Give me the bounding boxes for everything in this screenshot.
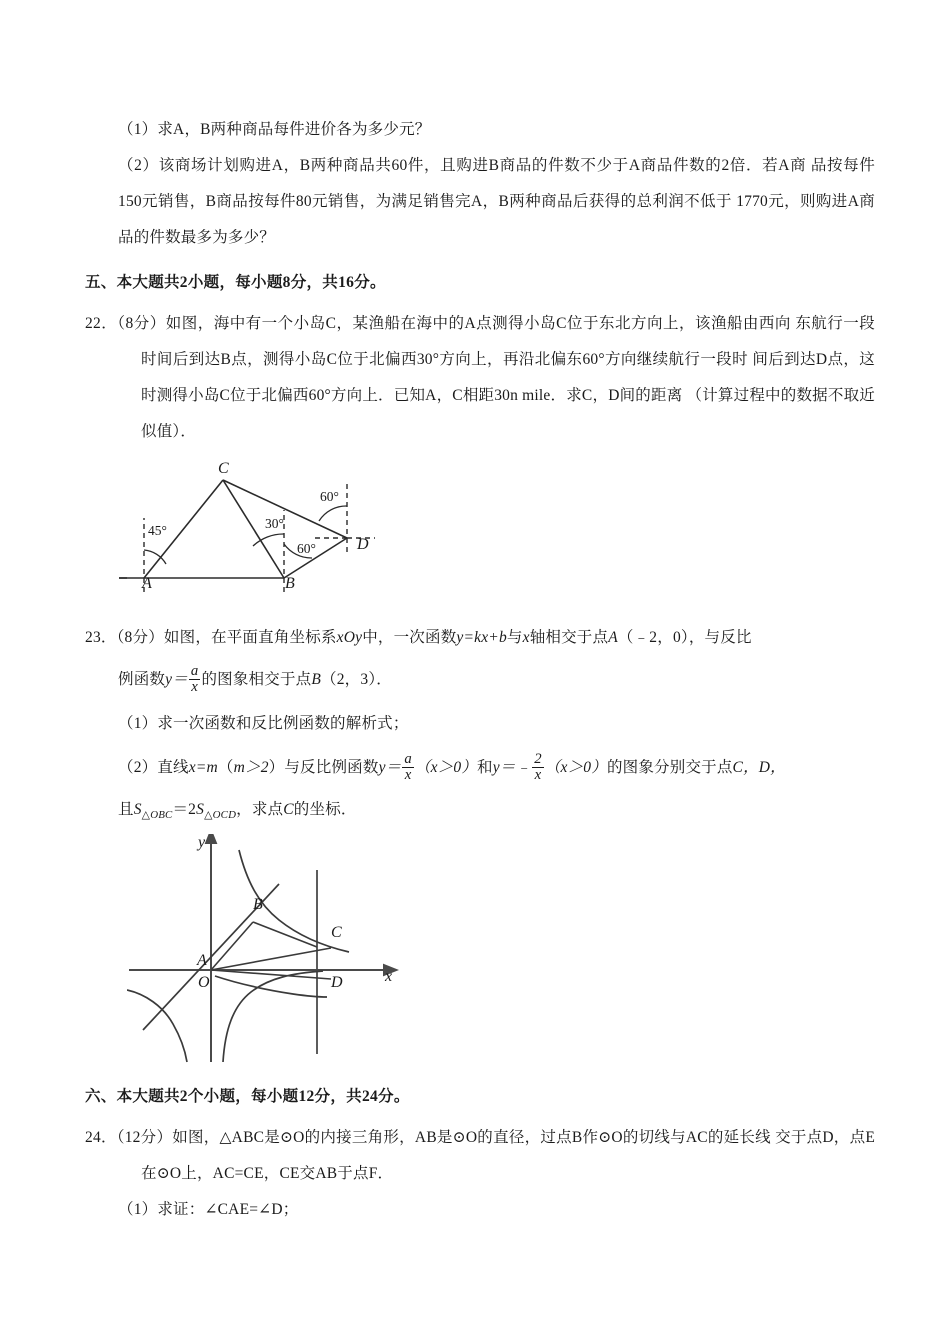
- q24-line1: 如图，△ABC是⊙O的内接三角形，AB是⊙O的直径，过点B作⊙O的切线与AC的延长线: [172, 1129, 771, 1146]
- q23-line1-text-d: 轴相交于点: [529, 629, 609, 646]
- q22-label-C: C: [218, 460, 229, 477]
- q22-angle-60-D: 60°: [320, 489, 339, 504]
- q22-angle-60-B: 60°: [297, 541, 316, 556]
- q21-part2: [85, 148, 875, 256]
- q23-fraction-2-over-x: [532, 752, 544, 783]
- q21-part1: （1）求A，B两种商品每件进价各为多少元？: [118, 121, 431, 138]
- q23-line2-text-a: 例函数: [118, 671, 166, 688]
- section-heading-six: 六、本大题共2个小题，每小题12分，共24分。: [85, 1088, 410, 1105]
- arc-45-at-A: [144, 550, 166, 564]
- q23-part2-text-c: ）与反比例函数: [268, 759, 379, 776]
- q21-part2-line1: （2）该商场计划购进A，B两种商品共60件，且购进B商品的件数不少于A商品件数的2倍．若A商: [118, 157, 807, 174]
- q24-stem: [85, 1120, 875, 1192]
- q23-stem-line2: [85, 658, 875, 702]
- q22-line3: 间后到达D点，这时测得小岛C位于北偏西60°方向上．已知A，C相距30n mile．求C，D间的距离: [141, 351, 875, 404]
- q23-points: （8分）: [116, 629, 164, 646]
- q23-part3-text-c: 的坐标．: [293, 801, 357, 818]
- q22-angle-30-B: 30°: [265, 516, 284, 531]
- section-heading-five: 五、本大题共2小题，每小题8分，共16分。: [85, 274, 386, 291]
- q23-point-C: C: [283, 801, 294, 818]
- curve-hyperbola-q3: [223, 971, 323, 1062]
- q22-number: 22．: [85, 315, 118, 332]
- arc-60-at-D: [319, 506, 347, 521]
- q21-part2-line2: 品按每件150元销售，B商品按每件80元销售，为满足销售完A，B两种商品后获得的总利润不低于: [118, 157, 875, 210]
- q23-frac-numerator: a: [190, 662, 199, 679]
- q23-figure: [85, 834, 875, 1064]
- q23-part2-y2: y＝﹣: [492, 759, 532, 776]
- q23-part3-text-a: 且: [118, 801, 134, 818]
- q23-label-origin: O: [198, 974, 210, 991]
- q23-fraction-a-over-x-2: [402, 752, 414, 783]
- q23-part2: [85, 746, 875, 790]
- q23-part1: （1）求一次函数和反比例函数的解析式；: [118, 715, 409, 732]
- q23-line1-text-e: （﹣2，0），与反比: [617, 629, 752, 646]
- q22-label-B: B: [285, 575, 295, 592]
- segment-OC: [211, 948, 331, 970]
- q22-figure: [85, 458, 875, 610]
- q23-fraction-a-over-x: [189, 664, 201, 695]
- q22-line2: 东航行一段时间后到达B点，测得小岛C位于北偏西30°方向上，再沿北偏东60°方向继续航行一段时: [141, 315, 875, 368]
- q23-part2-text-d: 的图象分别交于点: [606, 759, 733, 776]
- q23-part2-text-b: （: [217, 759, 234, 776]
- q21-part2-line3: 1770元，则购进A商品的件数最多为多少？: [118, 193, 875, 246]
- q23-point-A: A: [608, 629, 618, 646]
- page-content: [85, 112, 875, 1228]
- q22-stem: [85, 306, 875, 450]
- q23-label-A: A: [197, 952, 207, 969]
- curve-neg-hyperbola-q4: [215, 976, 327, 997]
- q23-line-xm: x=m: [188, 759, 218, 776]
- q23-line1-text-b: 中，一次函数: [362, 629, 457, 646]
- q23-cond-x-pos-1: （x＞0）: [414, 759, 478, 776]
- q23-figure-svg: [127, 834, 417, 1064]
- q23-stem-line1: [85, 620, 875, 656]
- q23-part2-cont: [85, 792, 875, 828]
- q24-part1: （1）求证：∠CAE=∠D；: [118, 1201, 299, 1218]
- q23-label-C: C: [331, 924, 342, 941]
- q22-points: （8分）: [117, 315, 166, 332]
- q24-number: 24．: [85, 1129, 117, 1146]
- q23-area-S2-sub: △OCD: [204, 809, 237, 822]
- q22-angle-45-A: 45°: [148, 523, 167, 538]
- q23-cond-x-pos-2: （x＞0）: [544, 759, 607, 776]
- curve-neg-hyperbola-q2: [127, 990, 187, 1062]
- q23-frac3-denominator: x: [534, 766, 542, 783]
- q23-area-S1: S: [133, 801, 142, 818]
- q23-label-B: B: [253, 896, 263, 913]
- q23-cond-m: m＞2: [233, 759, 269, 776]
- q23-line1-text-a: 如图，在平面直角坐标系: [163, 629, 337, 646]
- q23-label-D: D: [331, 974, 343, 991]
- q23-part3-text-b: ，求点: [236, 801, 284, 818]
- q23-area-S1-sub: △OBC: [141, 809, 173, 822]
- q23-part2-text-a: （2）直线: [118, 759, 189, 776]
- q23-line2-text-b: 的图象相交于点: [201, 671, 312, 688]
- q23-label-y-axis: y: [198, 834, 206, 851]
- q23-line2-text-c: （2，3）．: [321, 671, 392, 688]
- q22-label-A: A: [142, 575, 152, 592]
- q22-line4: （计算过程中的数据不取近似值）．: [141, 387, 875, 440]
- q23-label-x-axis: x: [385, 968, 393, 985]
- q23-part2-y1: y＝: [378, 759, 402, 776]
- q23-line2-y: y＝: [165, 671, 188, 688]
- q23-xoy: xOy: [336, 629, 363, 646]
- q23-line1-text-c: 与: [506, 629, 523, 646]
- q22-label-D: D: [357, 536, 369, 553]
- q24-line2: 交于点D，点E在⊙O上，AC=CE，CE交AB于点F．: [141, 1129, 875, 1182]
- q23-axis-x: x: [522, 629, 530, 646]
- q23-number: 23．: [85, 629, 117, 646]
- q22-line1: 如图，海中有一个小岛C，某渔船在海中的A点测得小岛C位于东北方向上，该渔船由西向: [165, 315, 791, 332]
- q23-linear-fn: y=kx+b: [456, 629, 507, 646]
- q23-frac2-numerator: a: [404, 750, 412, 767]
- q23-frac-denominator: x: [191, 678, 199, 695]
- q23-part2-and: 和: [477, 759, 493, 776]
- q23-point-B: B: [311, 671, 322, 688]
- q23-points-CD: C，D，: [732, 759, 786, 776]
- q23-area-eq: ＝2: [172, 801, 197, 818]
- q23-frac2-denominator: x: [404, 766, 412, 783]
- segment-BC: [253, 922, 317, 947]
- q23-area-S2: S: [196, 801, 205, 818]
- q24-points: （12分）: [116, 1129, 173, 1146]
- q23-frac3-numerator: 2: [534, 750, 542, 767]
